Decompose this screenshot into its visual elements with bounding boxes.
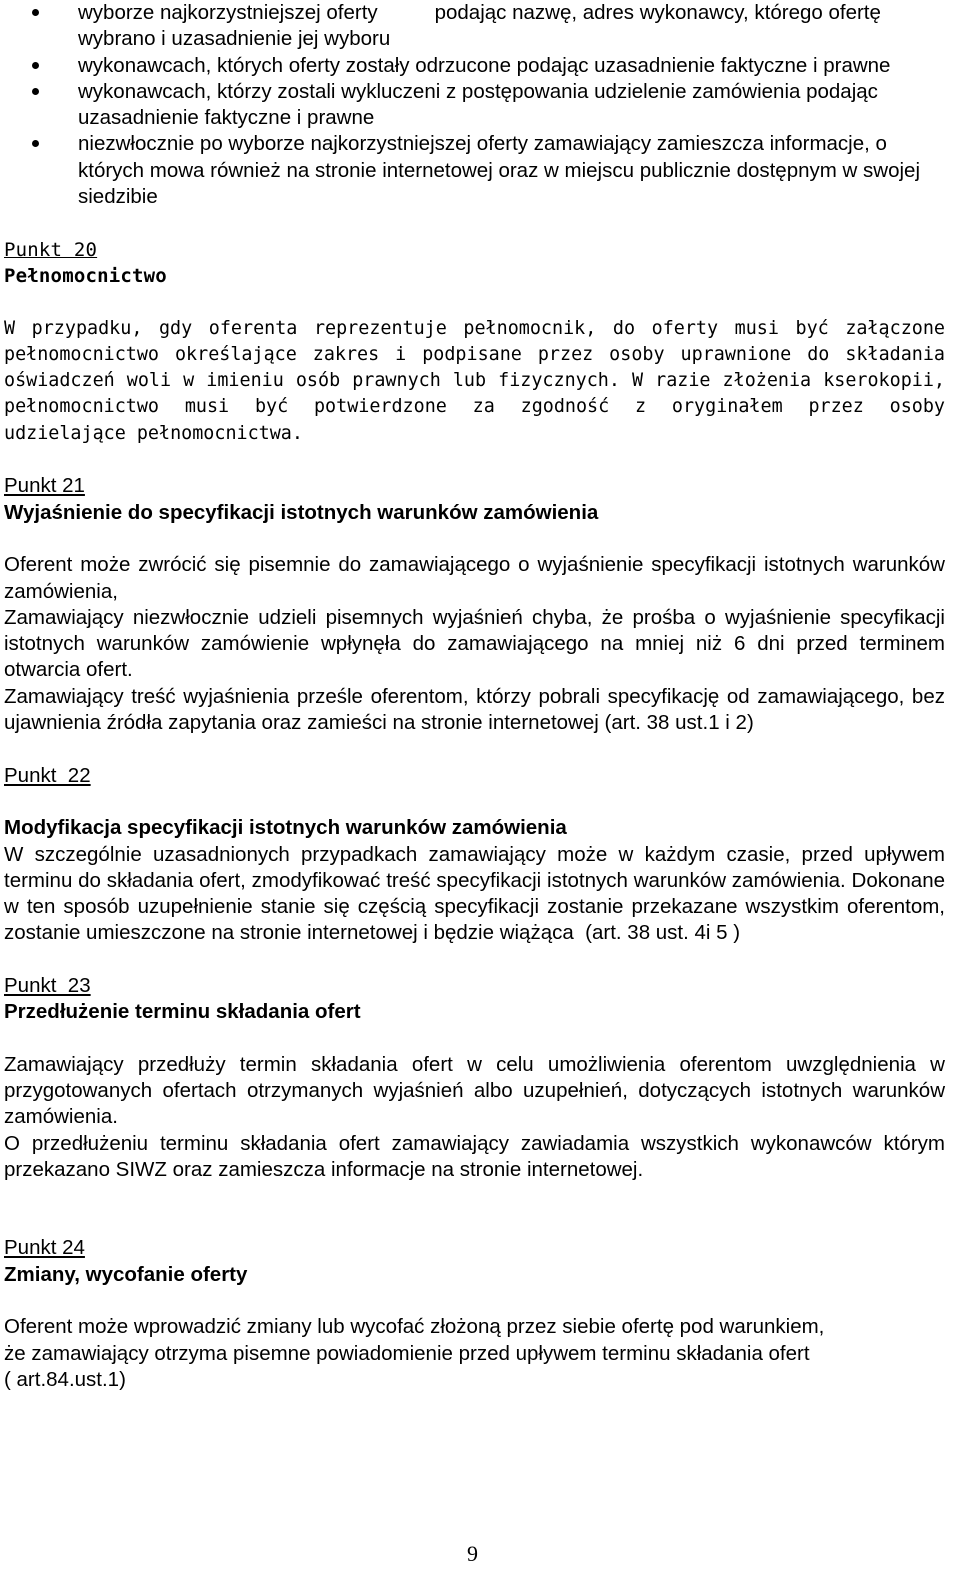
section-number: Punkt 20 [4, 238, 98, 261]
section-paragraph: Zamawiający przedłuży termin składania ofert w celu umożliwienia oferentom uwzględnienia w przygotowanych ofertach otrzymanych wyjaśnień albo uzupełnień, dotyczących istotnych warunków zamówienia. [4, 1052, 945, 1129]
bullet-icon [32, 62, 39, 69]
section-title: Przedłużenie terminu składania ofert [4, 1000, 361, 1024]
bullet-item [4, 53, 945, 79]
bullet-icon [32, 140, 39, 147]
bullet-text: niezwłocznie po wyborze najkorzystniejszej oferty zamawiający zamieszcza informacje, o których mowa również na stronie internetowej oraz w miejscu publicznie dostępnym w swojej siedzibie [78, 132, 921, 209]
section-title: Wyjaśnienie do specyfikacji istotnych warunków zamówienia [4, 500, 599, 524]
section-paragraph: W szczególnie uzasadnionych przypadkach zamawiający może w każdym czasie, przed upływem terminu do składania ofert, zmodyfikować treść specyfikacji istotnych warunków zamówienia. Dokonane w ten sposób uzupełnienie stanie się częścią specyfikacji zostanie przekazane wszystkim oferentom, zostanie umieszczone na stronie internetowej i będzie wiążąca (art. 38 ust. 4i 5 ) [4, 842, 951, 945]
section-title: Modyfikacja specyfikacji istotnych warunków zamówienia [4, 816, 567, 840]
spacer [4, 789, 945, 815]
section-paragraph: O przedłużeniu terminu składania ofert zamawiający zawiadamia wszystkich wykonawców którym przekazano SIWZ oraz zamieszcza informacje na stronie internetowej. [4, 1131, 945, 1182]
section-punkt-24 [4, 1235, 945, 1393]
spacer [4, 447, 945, 473]
section-paragraph: Zamawiający treść wyjaśnienia prześle oferentom, którzy pobrali specyfikację od zamawiającego, bez ujawnienia źródła zapytania oraz zamieści na stronie internetowej (art. 38 ust.1 i 2) [4, 684, 945, 735]
spacer [4, 1288, 945, 1314]
bullet-text: wykonawcach, których oferty zostały odrzucone podając uzasadnienie faktyczne i prawne [78, 53, 891, 77]
section-line: ( art.84.ust.1) [4, 1367, 126, 1391]
section-punkt-20 [4, 237, 945, 447]
bullet-item [4, 79, 945, 132]
bullet-text: wykonawcach, którzy zostali wykluczeni z postępowania udzielenie zamówienia podając uzasadnienie faktyczne i prawne [78, 79, 878, 130]
section-punkt-21 [4, 473, 945, 736]
bullet-item [4, 0, 945, 53]
section-line: że zamawiający otrzyma pisemne powiadomienie przed upływem terminu składania ofert [4, 1341, 810, 1365]
page-number: 9 [467, 1541, 478, 1566]
spacer [4, 947, 945, 973]
spacer [4, 736, 945, 762]
section-paragraph: W przypadku, gdy oferenta reprezentuje pełnomocnik, do oferty musi być załączone pełnomocnictwo określające zakres i podpisane przez osoby uprawnione do składania oświadczeń woli w imieniu osób prawnych lub fizycznych. W razie złożenia kserokopii, pełnomocnictwo musi być potwierdzone za zgodność z oryginałem przez osoby udzielające pełnomocnictwa. [4, 317, 945, 444]
section-number: Punkt 23 [4, 973, 91, 997]
bullet-text: wyborze najkorzystniejszej oferty podając nazwę, adres wykonawcy, którego ofertę wybrano i uzasadnienie jej wyboru [78, 1, 887, 51]
section-number: Punkt 21 [4, 474, 85, 498]
spacer [4, 526, 945, 552]
section-number: Punkt 24 [4, 1236, 85, 1260]
section-title: Pełnomocnictwo [4, 264, 167, 287]
section-punkt-22 [4, 763, 951, 947]
bullet-item [4, 131, 945, 210]
section-paragraph: Zamawiający niezwłocznie udzieli pisemnych wyjaśnień chyba, że prośba o wyjaśnienie specyfikacji istotnych warunków zamówienie wpłynęła do zamawiającego na mniej niż 6 dni przed terminem otwarcia ofert. [4, 605, 945, 682]
spacer [4, 1026, 945, 1052]
section-paragraph: Oferent może zwrócić się pisemnie do zamawiającego o wyjaśnienie specyfikacji istotnych warunków zamówienia, [4, 553, 945, 603]
section-number: Punkt 22 [4, 763, 91, 787]
bullet-list [4, 0, 945, 210]
section-punkt-23 [4, 973, 945, 1183]
section-title: Zmiany, wycofanie oferty [4, 1262, 248, 1286]
spacer [4, 289, 945, 315]
section-line: Oferent może wprowadzić zmiany lub wycofać złożoną przez siebie ofertę pod warunkiem, [4, 1315, 825, 1339]
bullet-icon [32, 9, 39, 16]
spacer [4, 1183, 945, 1235]
document-page [4, 0, 951, 1393]
spacer [4, 210, 945, 236]
bullet-icon [32, 88, 39, 95]
